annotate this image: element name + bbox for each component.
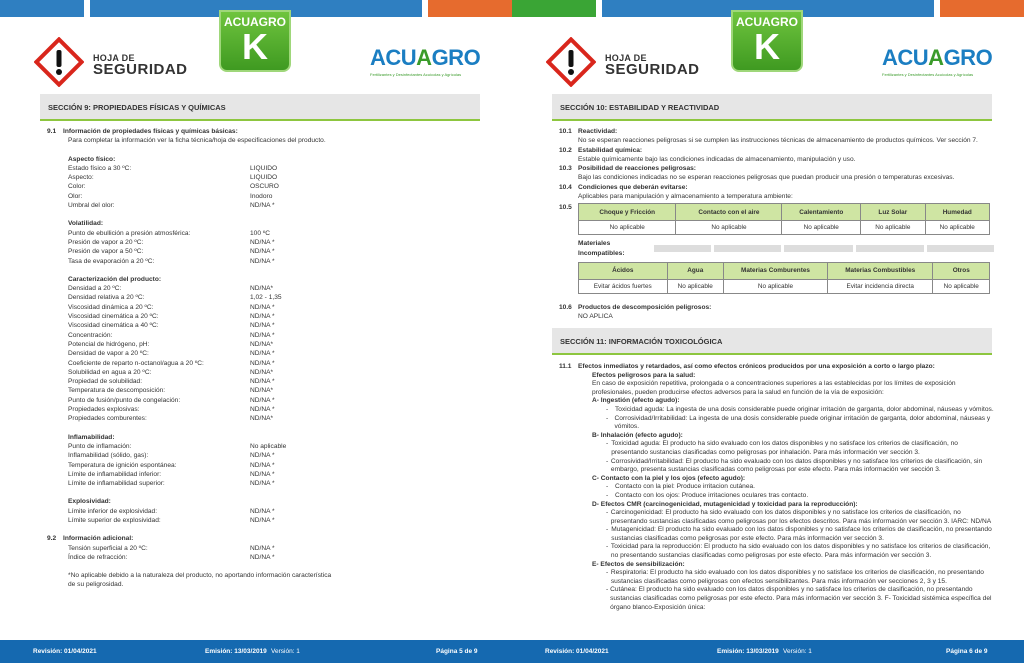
property-row bbox=[47, 470, 479, 479]
property-value: ND/NA * bbox=[250, 507, 275, 515]
badge-letter: K bbox=[242, 26, 268, 67]
spacer bbox=[47, 210, 479, 219]
table-cell: Choque y Fricción bbox=[579, 204, 676, 221]
property-row bbox=[47, 340, 479, 349]
tox-item bbox=[592, 509, 994, 526]
property-label: Punto de fusión/punto de congelación: bbox=[68, 396, 181, 404]
bullet-dash: - bbox=[606, 543, 609, 551]
tox-item bbox=[592, 440, 994, 457]
subsection-label: Estabilidad química: bbox=[578, 146, 643, 154]
property-label: Propiedades explosivas: bbox=[68, 406, 140, 414]
bullet-dash: - bbox=[606, 414, 609, 422]
subsection-title bbox=[559, 164, 994, 173]
table-cell: Agua bbox=[667, 262, 724, 279]
property-label: Viscosidad cinemática a 40 ºC: bbox=[68, 322, 159, 330]
bullet-dash: - bbox=[606, 440, 609, 448]
bullet-dash: - bbox=[606, 491, 609, 499]
group-title: Aspecto físico: bbox=[68, 155, 116, 163]
property-row bbox=[47, 451, 479, 460]
spacer bbox=[47, 266, 479, 275]
property-row bbox=[47, 507, 479, 516]
tox-item-text: Contacto con los ojos: Produce irritaciones oculares tras contacto. bbox=[615, 491, 809, 499]
warning-diamond-icon bbox=[34, 37, 84, 87]
property-label: Propiedades comburentes: bbox=[68, 415, 147, 423]
logo-tagline: Fertilizantes y Desinfectantes Acuícolas y Agrícolas bbox=[370, 72, 462, 77]
tox-item bbox=[592, 526, 994, 543]
bullet-dash: - bbox=[606, 569, 609, 577]
property-label: Tasa de evaporación a 20 ºC: bbox=[68, 257, 155, 265]
section-10-header: SECCIÓN 10: ESTABILIDAD Y REACTIVIDAD bbox=[552, 94, 992, 121]
tox-item-text: Respiratoria: El producto ha sido evaluado con los datos disponibles y no satisface los criterios de clasificación, no presentando sustancias clasificadas como peligrosas con efectos sensibilizantes. Para más información ver secciones 2, 3 y 15. bbox=[610, 569, 984, 585]
subsection-title bbox=[559, 146, 994, 155]
page-header bbox=[512, 17, 1024, 94]
property-value: ND/NA * bbox=[250, 516, 275, 524]
tox-item-text: Corrosividad/Irritabilidad: El producto ha sido evaluado con los datos disponibles y no satisface los criterios de clasificación, sin embargo, presenta sustancias clasificadas como peligrosas por este efecto. Para más información ver sección 3. bbox=[610, 457, 983, 474]
property-value: ND/NA * bbox=[250, 322, 275, 330]
property-value: ND/NA * bbox=[250, 470, 275, 478]
subsection-text: Aplicables para manipulación y almacenamiento a temperatura ambiente: bbox=[578, 193, 793, 201]
property-label: Punto de ebullición a presión atmosférica: bbox=[68, 229, 191, 237]
incompatible-materials-table bbox=[578, 262, 990, 294]
table-cell: Materias Combustibles bbox=[827, 262, 932, 279]
property-label: Coeficiente de reparto n-octanol/agua a 20 ºC: bbox=[68, 359, 204, 367]
property-row bbox=[47, 553, 479, 562]
conditions-table bbox=[578, 203, 990, 235]
bullet-dash: - bbox=[606, 457, 609, 465]
property-row bbox=[47, 303, 479, 312]
property-label: Potencial de hidrógeno, pH: bbox=[68, 340, 150, 348]
header-line1: HOJA DE bbox=[605, 53, 647, 63]
tox-item-text: Contacto con la piel: Produce irritacion cutánea. bbox=[615, 483, 756, 491]
property-label: Olor: bbox=[68, 192, 83, 200]
property-value: ND/NA * bbox=[250, 461, 275, 469]
table-cell: Materias Comburentes bbox=[724, 262, 828, 279]
table-cell: No aplicable bbox=[861, 221, 925, 235]
property-row bbox=[47, 284, 479, 293]
property-value: ND/NA* bbox=[250, 285, 274, 293]
property-label: Presión de vapor a 50 ºC: bbox=[68, 248, 144, 256]
subsection-title bbox=[559, 127, 994, 136]
property-value: No aplicable bbox=[250, 442, 287, 450]
document-page-6 bbox=[512, 0, 1024, 663]
table-cell: No aplicable bbox=[724, 279, 828, 293]
tox-heading: E- Efectos de sensibilización: bbox=[592, 560, 685, 568]
subsection-title bbox=[559, 183, 994, 192]
group-title: Caracterización del producto: bbox=[68, 275, 162, 283]
property-value: ND/NA * bbox=[250, 248, 275, 256]
property-label: Punto de inflamación: bbox=[68, 442, 132, 450]
subsection-text: Bajo las condiciones indicadas no se esperan reacciones peligrosas que puedan producir una presión o temperaturas excesivas. bbox=[578, 174, 955, 182]
tox-item bbox=[592, 569, 994, 586]
property-value: 100 ºC bbox=[250, 229, 271, 237]
property-value: OSCURO bbox=[250, 183, 279, 191]
subsection-number: 10.1 bbox=[559, 128, 572, 135]
property-row bbox=[47, 201, 479, 210]
property-label: Índice de refracción: bbox=[68, 553, 128, 561]
property-value: ND/NA* bbox=[250, 387, 274, 395]
subsection-text: No se esperan reacciones peligrosas si se cumplen las instrucciones técnicas de almacenamiento de productos químicos. Ver sección 7. bbox=[578, 137, 978, 145]
table-cell: Contacto con el aire bbox=[676, 204, 782, 221]
property-row bbox=[47, 461, 479, 470]
header-line2: SEGURIDAD bbox=[605, 61, 700, 78]
tox-item-text: Toxicidad aguda: La ingesta de una dosis considerable puede originar irritación de garganta, dolor abdominal, náuseas y vómitos. bbox=[615, 405, 994, 413]
product-badge: ACUAGRO K bbox=[731, 10, 803, 72]
property-label: Tensión superficial a 20 ºC: bbox=[68, 544, 148, 552]
tox-item-text: Mutagenicidad: El producto ha sido evaluado con los datos disponibles y no satisface los criterios de clasificación, no presentando sustancias clasificadas como peligrosas por este efecto. Para más información ver sección 3. bbox=[611, 526, 992, 542]
page-number: Página 6 de 9 bbox=[946, 648, 988, 655]
table-cell: Evitar incidencia directa bbox=[827, 279, 932, 293]
property-row bbox=[47, 377, 479, 386]
tox-heading: C- Contacto con la piel y los ojos (efecto agudo): bbox=[592, 474, 746, 482]
company-logo: ACUAGRO Fertilizantes y Desinfectantes Acuícolas y Agrícolas bbox=[370, 45, 481, 77]
property-row bbox=[47, 386, 479, 395]
table-cell: No aplicable bbox=[667, 279, 724, 293]
tox-heading: A- Ingestión (efecto agudo): bbox=[592, 397, 680, 405]
table-cell: Ácidos bbox=[579, 262, 668, 279]
property-label: Límite inferior de explosividad: bbox=[68, 507, 158, 515]
property-row bbox=[47, 414, 479, 423]
page-footer: Revisión: 01/04/2021 Emisión: 13/03/2019 Versión: 1 Página 6 de 9 bbox=[512, 640, 1024, 663]
property-value: LIQUIDO bbox=[250, 174, 278, 182]
property-row bbox=[47, 331, 479, 340]
property-value: ND/NA * bbox=[250, 544, 275, 552]
property-label: Estado físico a 30 ºC: bbox=[68, 164, 132, 172]
subsection-label: Posibilidad de reacciones peligrosas: bbox=[578, 165, 696, 173]
property-value: 1,02 - 1,35 bbox=[250, 294, 282, 302]
property-row bbox=[47, 479, 479, 488]
property-label: Viscosidad cinemática a 20 ºC: bbox=[68, 313, 159, 321]
property-row bbox=[47, 359, 479, 368]
subsection-text: Estable químicamente bajo las condiciones indicadas de almacenamiento, manipulación y uso. bbox=[578, 155, 856, 163]
page-header bbox=[0, 17, 512, 94]
property-label: Densidad a 20 ºC: bbox=[68, 285, 122, 293]
subsection-number: 10.4 bbox=[559, 183, 572, 191]
materials-label: Materiales Incompatibles: bbox=[578, 240, 625, 257]
tox-heading: B- Inhalación (efecto agudo): bbox=[592, 431, 683, 439]
header-line2: SEGURIDAD bbox=[93, 61, 188, 78]
tox-heading: D- Efectos CMR (carcinogenicidad, mutagenicidad y toxicidad para la reproducción): bbox=[592, 500, 858, 508]
property-label: Aspecto: bbox=[68, 174, 94, 182]
property-row bbox=[47, 442, 479, 451]
property-label: Densidad relativa a 20 ºC: bbox=[68, 294, 145, 302]
tox-item-text: Corrosividad/Irritabilidad: La ingesta de una dosis considerable puede originar irritación de garganta, dolor abdominal, náuseas y vómitos. bbox=[614, 414, 991, 431]
property-label: Presión de vapor a 20 ºC: bbox=[68, 238, 144, 246]
header-line1: HOJA DE bbox=[93, 53, 135, 63]
property-value: ND/NA* bbox=[250, 340, 274, 348]
tox-item bbox=[592, 492, 994, 501]
bullet-dash: - bbox=[606, 526, 609, 534]
table-cell: Calentamiento bbox=[782, 204, 861, 221]
property-value: ND/NA * bbox=[250, 303, 275, 311]
property-value: ND/NA * bbox=[250, 238, 275, 246]
section-11-body: 11.1 Efectos inmediatos y retardados, así como efectos crónicos producidos por una exposición a corto o largo plazo: Efectos peligrosos para la salud: En caso de exposición repetitiva, prolongada o a concentraciones superiores a las establecidas por los límites de exposición profesionales, pueden producirse efectos adversos para la salud en función de la vía de exposición: A- Ingestión (efecto agudo): - Toxicidad aguda: La ingesta de una dosis considerable puede originar irritación de garganta, dolor abdominal, náuseas y vómitos. - Corrosividad/Irritabilidad: La ingesta de una dosis considerable puede originar irritación de garganta, dolor abdominal, náuseas y vómitos. B- Inhalación (efecto agudo): - Toxicidad aguda: El producto ha sido evaluado con los datos disponibles y no satisface los criterios de clasificación, no presentando sustancias clasificadas como peligrosas por inhalación. Para más información ver sección 3. - Corrosividad/Irritabilidad: El producto ha sido evaluado con los datos disponibles y no satisface los criterios de clasificación, sin embargo, presenta sustancias clasificadas como peligrosas por este efecto. Para más información ver sección 3. C- Contacto con la piel y los ojos (efecto agudo): - Contacto con la piel: Produce irritacion cutánea. - Contacto con los ojos: Produce irritaciones oculares tras contacto. D- Efectos CMR (carcinogenicidad, mutagenicidad y toxicidad para la reproducción): - Carcinogenicidad: El producto ha sido evaluado con los datos disponibles y no satisface los criterios de clasificación, no presentando sustancias clasificadas como peligrosas por los efectos descritos. Para más información ver sección 3. IARC: ND/NA - Mutagenicidad: El producto ha sido evaluado con los datos disponibles y no satisface los criterios de clasificación, no presentando sustancias clasificadas como peligrosas por este efecto. Para más información ver sección 3. - Toxicidad para la reproducción: El producto ha sido evaluado con los datos disponibles y no satisface los criterios de clasificación, no presentando sustancias clasificadas como peligrosas por este efecto. Para más información ver sección 3. E- Efectos de sensibilización: - Respiratoria: El producto ha sido evaluado con los datos disponibles y no satisface los criterios de clasificación, no presentando sustancias clasificadas como peligrosas con efectos sensibilizantes. Para más información ver secciones 2, 3 y 15. - Cutánea: El producto ha sido evaluado con los datos disponibles y no satisface los criterios de clasificación, no presentando sustancias clasificadas como peligrosas por este efecto. Para más información ver sección 3. F- Toxicidad sistémica específica del órgano blanco-Exposición única: bbox=[559, 363, 994, 611]
group-title: Inflamabilidad: bbox=[68, 433, 115, 441]
company-logo: ACUAGRO Fertilizantes y Desinfectantes Acuícolas y Agrícolas bbox=[882, 45, 993, 77]
property-label: Límite de inflamabilidad superior: bbox=[68, 480, 165, 488]
table-cell: Evitar ácidos fuertes bbox=[579, 279, 668, 293]
table-cell: No aplicable bbox=[579, 221, 676, 235]
property-value: ND/NA * bbox=[250, 331, 275, 339]
property-value: ND/NA * bbox=[250, 350, 275, 358]
bullet-dash: - bbox=[606, 405, 609, 413]
tox-item bbox=[592, 586, 994, 612]
property-label: Temperatura de descomposición: bbox=[68, 387, 166, 395]
subsection-label: Reactividad: bbox=[578, 128, 618, 135]
badge-title: ACUAGRO bbox=[224, 15, 286, 29]
property-row bbox=[47, 312, 479, 321]
property-value: ND/NA * bbox=[250, 378, 275, 386]
tox-item bbox=[592, 415, 994, 432]
tox-item-text: Toxicidad aguda: El producto ha sido evaluado con los datos disponibles y no satisface los criterios de clasificación, no presentando sustancias clasificadas como peligrosas por inhalación. Para más información ver sección 3. bbox=[611, 440, 958, 456]
property-row bbox=[47, 368, 479, 377]
property-value: ND/NA * bbox=[250, 480, 275, 488]
tox-item bbox=[592, 458, 994, 475]
warning-diamond-icon bbox=[546, 37, 596, 87]
section-9-body: 9.1 Información de propiedades físicas y químicas básicas: Para completar la información ver la ficha técnica/hoja de especificaciones del producto. Aspecto físico: Estado físico a 30 ºC: LIQUIDO Aspecto: LIQUIDO Color: OSCURO Olor: Inodoro Umbral del olor: ND/NA * Volatilidad: Punto de ebullición a presión atmosférica: 100 ºC Presión de vapor a 20 ºC: ND/NA * Presión de vapor a 50 ºC: ND/NA * Tasa de evaporación a 20 ºC: ND/NA * Caracterización del producto: Densidad a 20 ºC: ND/NA* Densidad relativa a 20 ºC: 1,02 - 1,35 Viscosidad dinámica a 20 ºC: ND/NA * Viscosidad cinemática a 20 ºC: ND/NA * Viscosidad cinemática a 40 ºC: ND/NA * Concentración: ND/NA * Potencial de hidrógeno, pH: ND/NA* Densidad de vapor a 20 ºC: ND/NA * Coeficiente de reparto n-octanol/agua a 20 ºC: ND/NA * Solubilidad en agua a 20 ºC: ND/NA* Propiedad de solubilidad: ND/NA * Temperatura de descomposición: ND/NA* Punto de fusión/punto de congelación: ND/NA * Propiedades explosivas: ND/NA * Propiedades comburentes: ND/NA* Inflamabilidad: Punto de inflamación: No aplicable Inflamabilidad (sólido, gas): ND/NA * Temperatura de ignición espontánea: ND/NA * Límite de inflamabilidad inferior: ND/NA * Límite de inflamabilidad superior: ND/NA * Explosividad: Límite inferior de explosividad: ND/NA * Límite superior de explosividad: ND/NA * 9.2 Información adicional: Tensión superficial a 20 ºC: ND/NA * Índice de refracción: ND/NA * *No aplicable debido a la naturaleza del producto, no aportando información característica de su peligrosidad. bbox=[47, 127, 479, 590]
property-row bbox=[47, 516, 479, 525]
subsection-label: Condiciones que deberán evitarse: bbox=[578, 183, 688, 191]
bullet-dash: - bbox=[606, 586, 609, 594]
property-label: Concentración: bbox=[68, 331, 113, 339]
table-cell: No aplicable bbox=[782, 221, 861, 235]
property-row bbox=[47, 247, 479, 256]
property-value: ND/NA * bbox=[250, 313, 275, 321]
property-row bbox=[47, 182, 479, 191]
property-row bbox=[47, 349, 479, 358]
property-row bbox=[47, 229, 479, 238]
section-10-body: 10.1 Reactividad: No se esperan reacciones peligrosas si se cumplen las instrucciones técnicas de almacenamiento de productos químicos. Ver sección 7. 10.2 Estabilidad química: Estable químicamente bajo las condiciones indicadas de almacenamiento, manipulación y uso. 10.3 Posibilidad de reacciones peligrosas: Bajo las condiciones indicadas no se esperan reacciones peligrosas que puedan producir una presión o temperaturas excesivas. 10.4 Condiciones que deberán evitarse: Aplicables para manipulación y almacenamiento a temperatura ambiente: 10.5 Choque y Fricción Contacto con el aire Calentamiento Luz Solar Humedad No aplicable No aplicable No aplicable No aplicable No aplicable Materiales Incompatibles: Ácidos Agua Materias Comburentes Materias Combustibles Otros Evitar ácidos fuertes No aplicable No aplicable Evitar incidencia directa No aplicable 10.6 Productos de descomposición peligrosos: NO APLICA bbox=[559, 127, 994, 322]
property-label: Umbral del olor: bbox=[68, 202, 115, 210]
spacer bbox=[47, 525, 479, 534]
tox-item bbox=[592, 543, 994, 560]
property-label: Propiedad de solubilidad: bbox=[68, 378, 143, 386]
property-value: ND/NA * bbox=[250, 452, 275, 460]
property-value: ND/NA * bbox=[250, 406, 275, 414]
table-cell: No aplicable bbox=[933, 279, 990, 293]
table-cell: No aplicable bbox=[676, 221, 782, 235]
property-row bbox=[47, 321, 479, 330]
product-badge bbox=[219, 10, 291, 72]
property-row bbox=[47, 257, 479, 266]
footnote: *No aplicable debido a la naturaleza del producto, no aportando información característica de su peligrosidad. bbox=[68, 572, 332, 589]
tox-item bbox=[592, 483, 994, 492]
page-footer: Revisión: 01/04/2021 Emisión: 13/03/2019 Versión: 1 Página 5 de 9 bbox=[0, 640, 512, 663]
tox-item-text: Cutánea: El producto ha sido evaluado con los datos disponibles y no satisface los criterios de clasificación, no presentando sustancias clasificadas como peligrosas por este efecto. Para más información ver sección 3. F- Toxicidad sistémica específica del órgano blanco-Exposición única: bbox=[610, 586, 992, 611]
section-9-header: SECCIÓN 9: PROPIEDADES FÍSICAS Y QUÍMICAS bbox=[40, 94, 480, 121]
property-label: Temperatura de ignición espontánea: bbox=[68, 461, 177, 469]
tox-item-text: Toxicidad para la reproducción: El producto ha sido evaluado con los datos disponibles y no satisface los criterios de clasificación, no presentando sustancias clasificadas como peligrosas por este efecto. Para más información ver sección 3. bbox=[610, 543, 991, 560]
bullet-dash: - bbox=[606, 483, 609, 491]
property-label: Límite de inflamabilidad inferior: bbox=[68, 470, 162, 478]
property-row bbox=[47, 192, 479, 201]
property-value: ND/NA* bbox=[250, 415, 274, 423]
subsection-number: 10.2 bbox=[559, 146, 572, 154]
property-value: LIQUIDO bbox=[250, 164, 278, 172]
property-row bbox=[47, 173, 479, 182]
subsection-number: 10.3 bbox=[559, 165, 572, 173]
tox-item-text: Carcinogenicidad: El producto ha sido evaluado con los datos disponibles y no satisface los criterios de clasificación, no presentando sustancias clasificadas como peligrosas por los efectos descritos. Para más información ver sección 3. IARC: ND/NA bbox=[610, 509, 992, 525]
property-row bbox=[47, 164, 479, 173]
property-value: ND/NA * bbox=[250, 553, 275, 561]
property-row bbox=[47, 405, 479, 414]
property-label: Límite superior de explosividad: bbox=[68, 516, 161, 524]
property-row bbox=[47, 544, 479, 553]
property-label: Color: bbox=[68, 183, 86, 191]
property-value: ND/NA * bbox=[250, 359, 275, 367]
page-number: Página 5 de 9 bbox=[436, 648, 478, 655]
spacer bbox=[47, 424, 479, 433]
bullet-dash: - bbox=[606, 509, 609, 517]
table-cell: No aplicable bbox=[925, 221, 989, 235]
property-value: ND/NA * bbox=[250, 396, 275, 404]
property-label: Viscosidad dinámica a 20 ºC: bbox=[68, 303, 154, 311]
property-value: ND/NA * bbox=[250, 202, 275, 210]
property-value: ND/NA* bbox=[250, 368, 274, 376]
property-row bbox=[47, 293, 479, 302]
property-row bbox=[47, 396, 479, 405]
property-value: Inodoro bbox=[250, 192, 273, 200]
section-11-header: SECCIÓN 11: INFORMACIÓN TOXICOLÓGICA bbox=[552, 328, 992, 355]
property-value: ND/NA * bbox=[250, 257, 275, 265]
table-cell: Humedad bbox=[925, 204, 989, 221]
property-label: Inflamabilidad (sólido, gas): bbox=[68, 452, 149, 460]
group-title: Explosividad: bbox=[68, 498, 111, 506]
table-cell: Luz Solar bbox=[861, 204, 925, 221]
group-title: Volatilidad: bbox=[68, 220, 104, 228]
spacer bbox=[47, 488, 479, 497]
table-cell: Otros bbox=[933, 262, 990, 279]
property-label: Solubilidad en agua a 20 ºC: bbox=[68, 368, 152, 376]
property-row bbox=[47, 238, 479, 247]
property-label: Densidad de vapor a 20 ºC: bbox=[68, 350, 149, 358]
tox-item bbox=[592, 406, 994, 415]
